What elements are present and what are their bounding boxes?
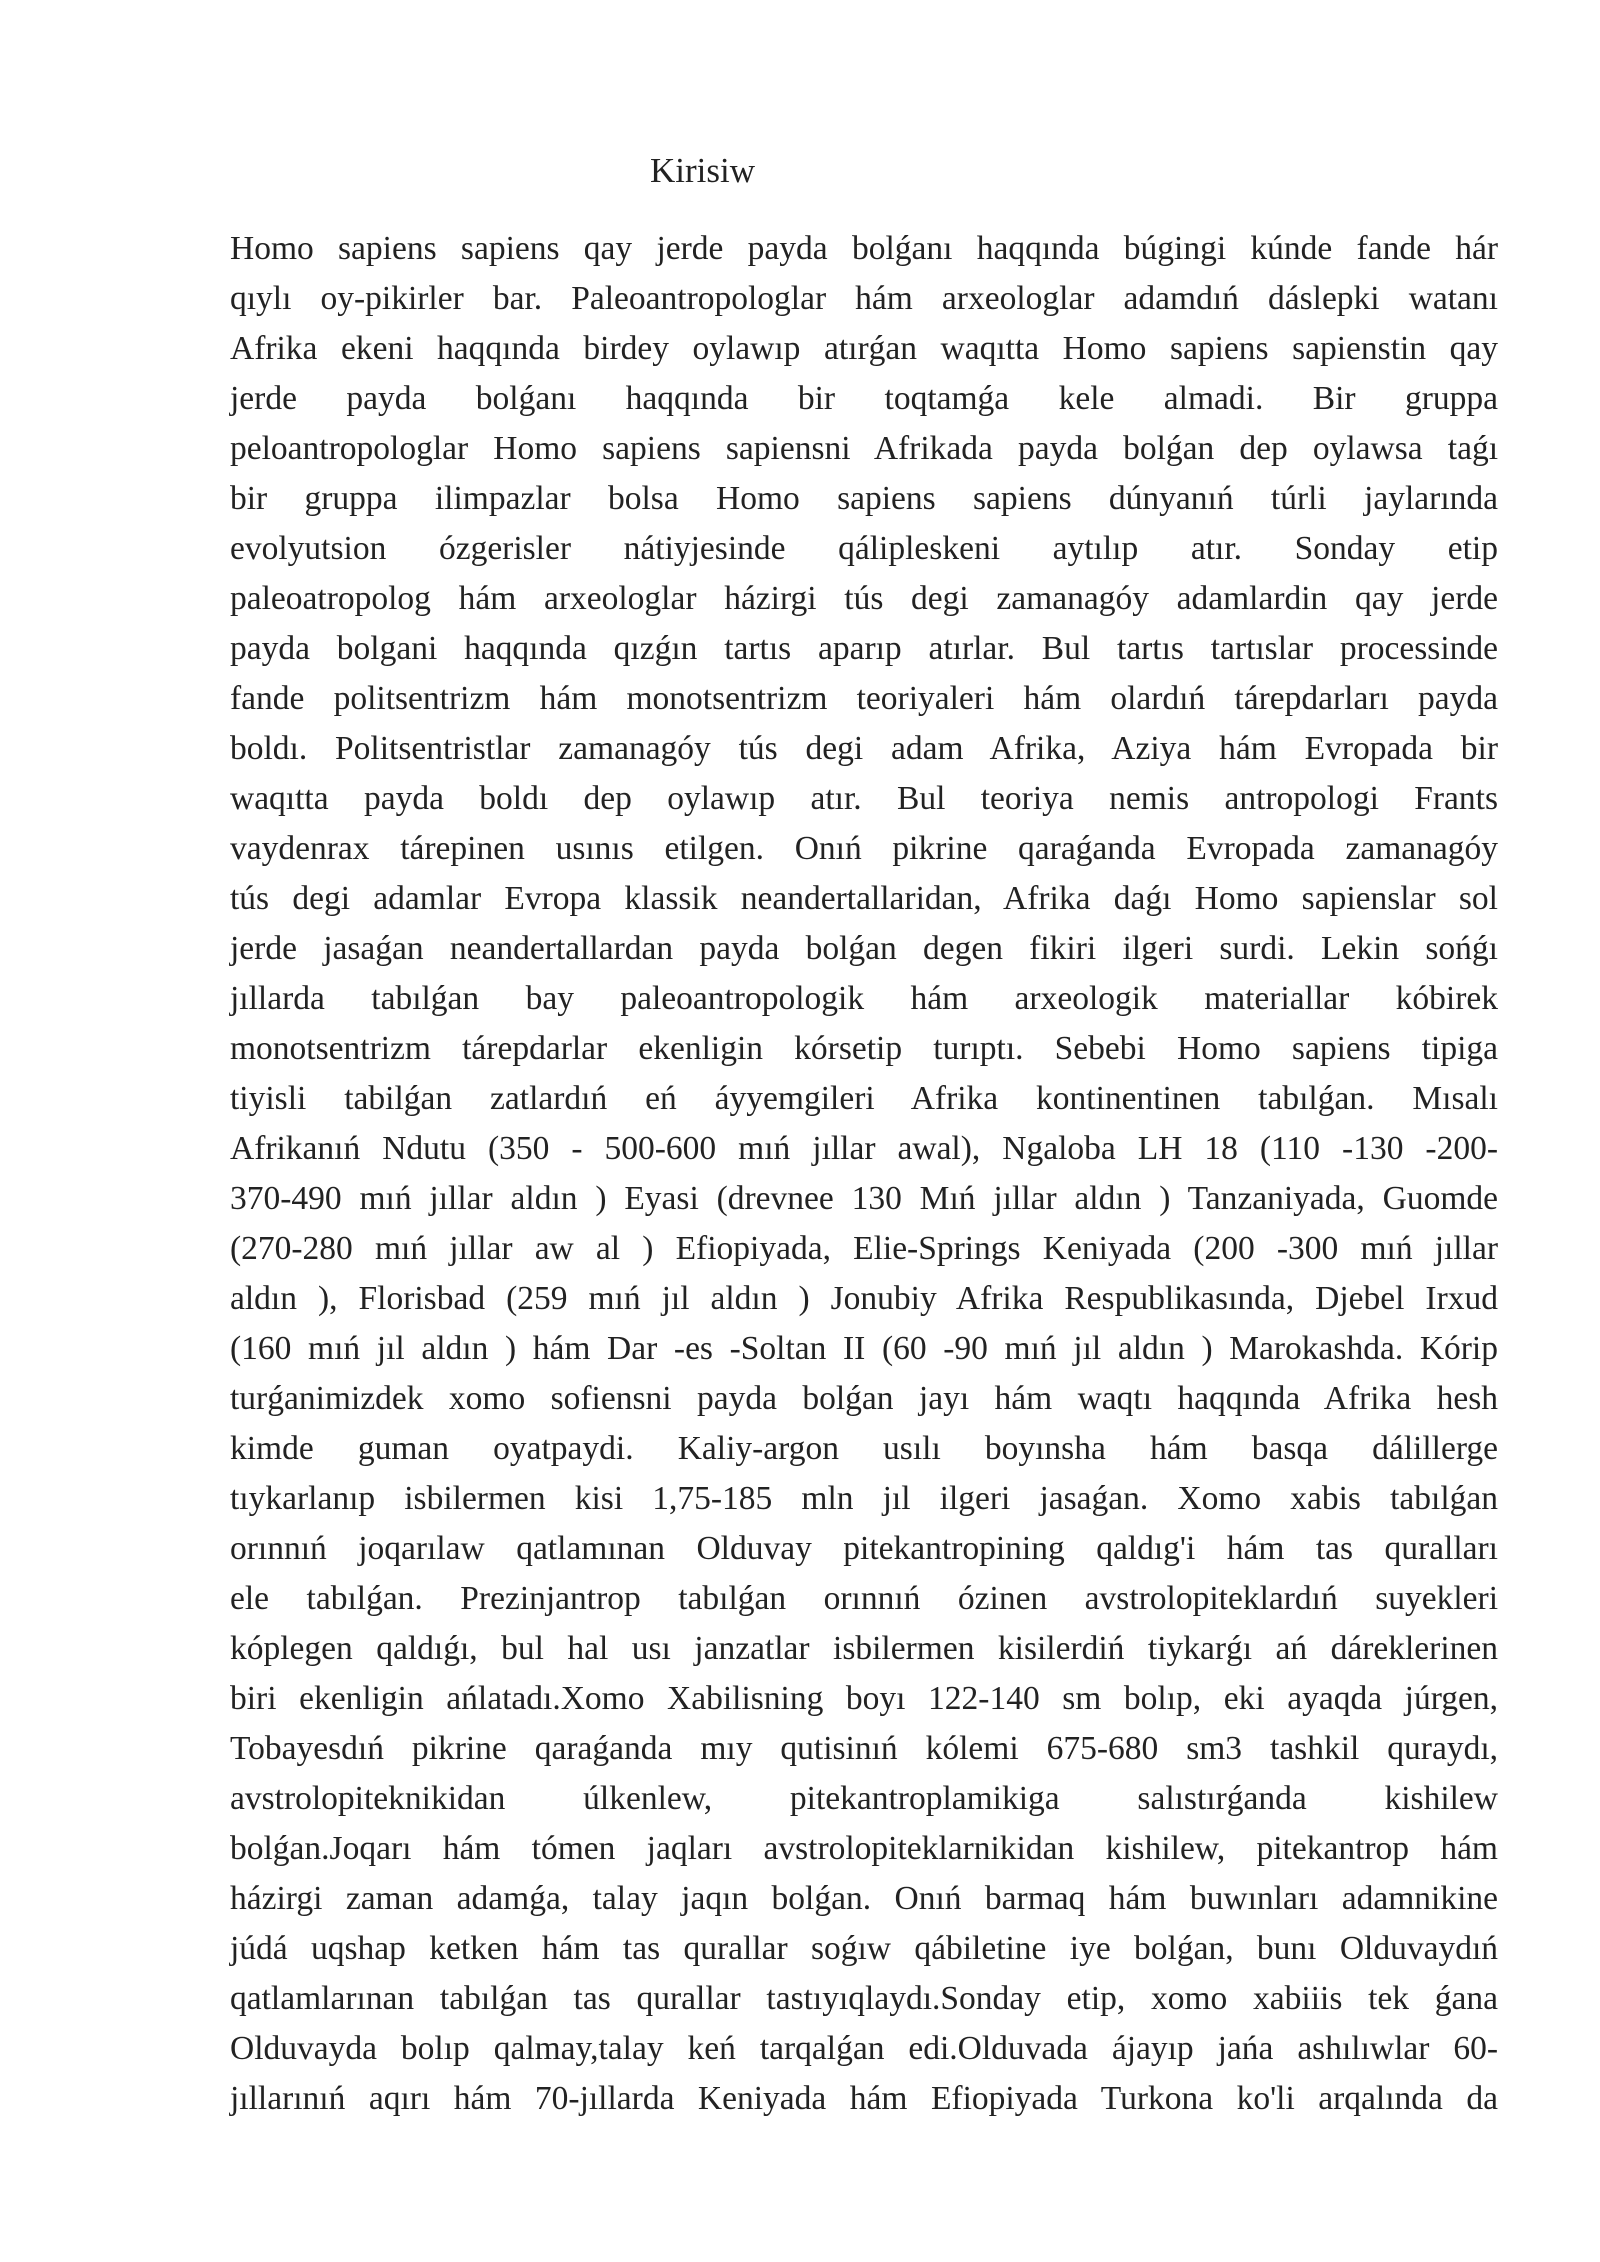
text-line: Afrikanıń Ndutu (350 - 500-600 mıń jıllar awal), Ngaloba LH 18 (110 -130 -200- bbox=[230, 1130, 1498, 1167]
text-line: turǵanimizdek xomo sofiensni payda bolǵan jayı hám waqtı haqqında Afrika hesh bbox=[230, 1380, 1498, 1417]
text-line: tiyisli tabilǵan zatlardıń eń áyyemgileri Afrika kontinentinen tabılǵan. Mısalı bbox=[230, 1080, 1498, 1117]
text-line: waqıtta payda boldı dep oylawıp atır. Bul teoriya nemis antropologi Frants bbox=[230, 780, 1498, 817]
text-line: monotsentrizm tárepdarlar ekenligin kórsetip turıptı. Sebebi Homo sapiens tipiga bbox=[230, 1030, 1498, 1067]
text-line: avstrolopiteknikidan úlkenlew, pitekantroplamikiga salıstırǵanda kishilew bbox=[230, 1780, 1498, 1817]
text-line: aldın ), Florisbad (259 mıń jıl aldın ) Jonubiy Afrika Respublikasında, Djebel Irxud bbox=[230, 1280, 1498, 1317]
text-line: Olduvayda bolıp qalmay,talay keń tarqalǵan edi.Olduvada ájayıp jańa ashılıwlar 60- bbox=[230, 2030, 1498, 2067]
text-line: boldı. Politsentristlar zamanagóy tús degi adam Afrika, Aziya hám Evropada bir bbox=[230, 730, 1498, 767]
text-line: jerde jasaǵan neandertallardan payda bolǵan degen fikiri ilgeri surdi. Lekin sońǵı bbox=[230, 930, 1498, 967]
text-line: házirgi zaman adamǵa, talay jaqın bolǵan. Onıń barmaq hám buwınları adamnikine bbox=[230, 1880, 1498, 1917]
text-line: Tobayesdıń pikrine qaraǵanda mıy qutisinıń kólemi 675-680 sm3 tashkil quraydı, bbox=[230, 1730, 1498, 1767]
text-line: peloantropologlar Homo sapiens sapiensni Afrikada payda bolǵan dep oylawsa taǵı bbox=[230, 430, 1498, 467]
text-line: Homo sapiens sapiens qay jerde payda bolǵanı haqqında búgingi kúnde fande hár bbox=[230, 230, 1498, 267]
text-line: ele tabılǵan. Prezinjantrop tabılǵan orınnıń ózinen avstrolopiteklardıń suyekleri bbox=[230, 1580, 1498, 1617]
text-line: (270-280 mıń jıllar aw al ) Efiopiyada, Elie-Springs Keniyada (200 -300 mıń jıllar bbox=[230, 1230, 1498, 1267]
text-line: qatlamlarınan tabılǵan tas qurallar tastıyıqlaydı.Sonday etip, xomo xabiiis tek ǵana bbox=[230, 1980, 1498, 2017]
text-line: qıylı oy-pikirler bar. Paleoantropologlar hám arxeologlar adamdıń dáslepki watanı bbox=[230, 280, 1498, 317]
text-line: bolǵan.Joqarı hám tómen jaqları avstrolopiteklarnikidan kishilew, pitekantrop hám bbox=[230, 1830, 1498, 1867]
text-line: vaydenrax tárepinen usınıs etilgen. Onıń pikrine qaraǵanda Evropada zamanagóy bbox=[230, 830, 1498, 867]
text-line: jerde payda bolǵanı haqqında bir toqtamǵa kele almadi. Bir gruppa bbox=[230, 380, 1498, 417]
text-line: (160 mıń jıl aldın ) hám Dar -es -Soltan II (60 -90 mıń jıl aldın ) Marokashda. Kórip bbox=[230, 1330, 1498, 1367]
text-line: payda bolgani haqqında qızǵın tartıs aparıp atırlar. Bul tartıs tartıslar processinde bbox=[230, 630, 1498, 667]
text-line: paleoatropolog hám arxeologlar házirgi tús degi zamanagóy adamlardin qay jerde bbox=[230, 580, 1498, 617]
text-line: biri ekenligin ańlatadı.Xomo Xabilisning boyı 122-140 sm bolıp, eki ayaqda júrgen, bbox=[230, 1680, 1498, 1717]
document-title: Kirisiw bbox=[650, 151, 755, 190]
text-line: kóplegen qaldıǵı, bul hal usı janzatlar isbilermen kisilerdiń tiykarǵı ań dáreklerinen bbox=[230, 1630, 1498, 1667]
text-line: jıllarınıń aqırı hám 70-jıllarda Keniyada hám Efiopiyada Turkona ko'li arqalında da bbox=[230, 2080, 1498, 2117]
text-line: Afrika ekeni haqqında birdey oylawıp atırǵan waqıtta Homo sapiens sapienstin qay bbox=[230, 330, 1498, 367]
text-line: kimde guman oyatpaydi. Kaliy-argon usılı boyınsha hám basqa dálillerge bbox=[230, 1430, 1498, 1467]
text-line: fande politsentrizm hám monotsentrizm teoriyaleri hám olardıń tárepdarları payda bbox=[230, 680, 1498, 717]
text-line: 370-490 mıń jıllar aldın ) Eyasi (drevnee 130 Mıń jıllar aldın ) Tanzaniyada, Guomde bbox=[230, 1180, 1498, 1217]
text-line: tús degi adamlar Evropa klassik neandertallaridan, Afrika daǵı Homo sapienslar sol bbox=[230, 880, 1498, 917]
text-line: evolyutsion ózgerisler nátiyjesinde qálipleskeni aytılıp atır. Sonday etip bbox=[230, 530, 1498, 567]
text-line: orınnıń joqarılaw qatlamınan Olduvay pitekantropining qaldıg'i hám tas quralları bbox=[230, 1530, 1498, 1567]
text-line: bir gruppa ilimpazlar bolsa Homo sapiens sapiens dúnyanıń túrli jaylarında bbox=[230, 480, 1498, 517]
text-line: júdá uqshap ketken hám tas qurallar soǵıw qábiletine iye bolǵan, bunı Olduvaydıń bbox=[230, 1930, 1498, 1967]
text-line: tıykarlanıp isbilermen kisi 1,75-185 mln jıl ilgeri jasaǵan. Xomo xabis tabılǵan bbox=[230, 1480, 1498, 1517]
body-paragraph bbox=[230, 224, 1498, 2124]
text-line: jıllarda tabılǵan bay paleoantropologik hám arxeologik materiallar kóbirek bbox=[230, 980, 1498, 1017]
